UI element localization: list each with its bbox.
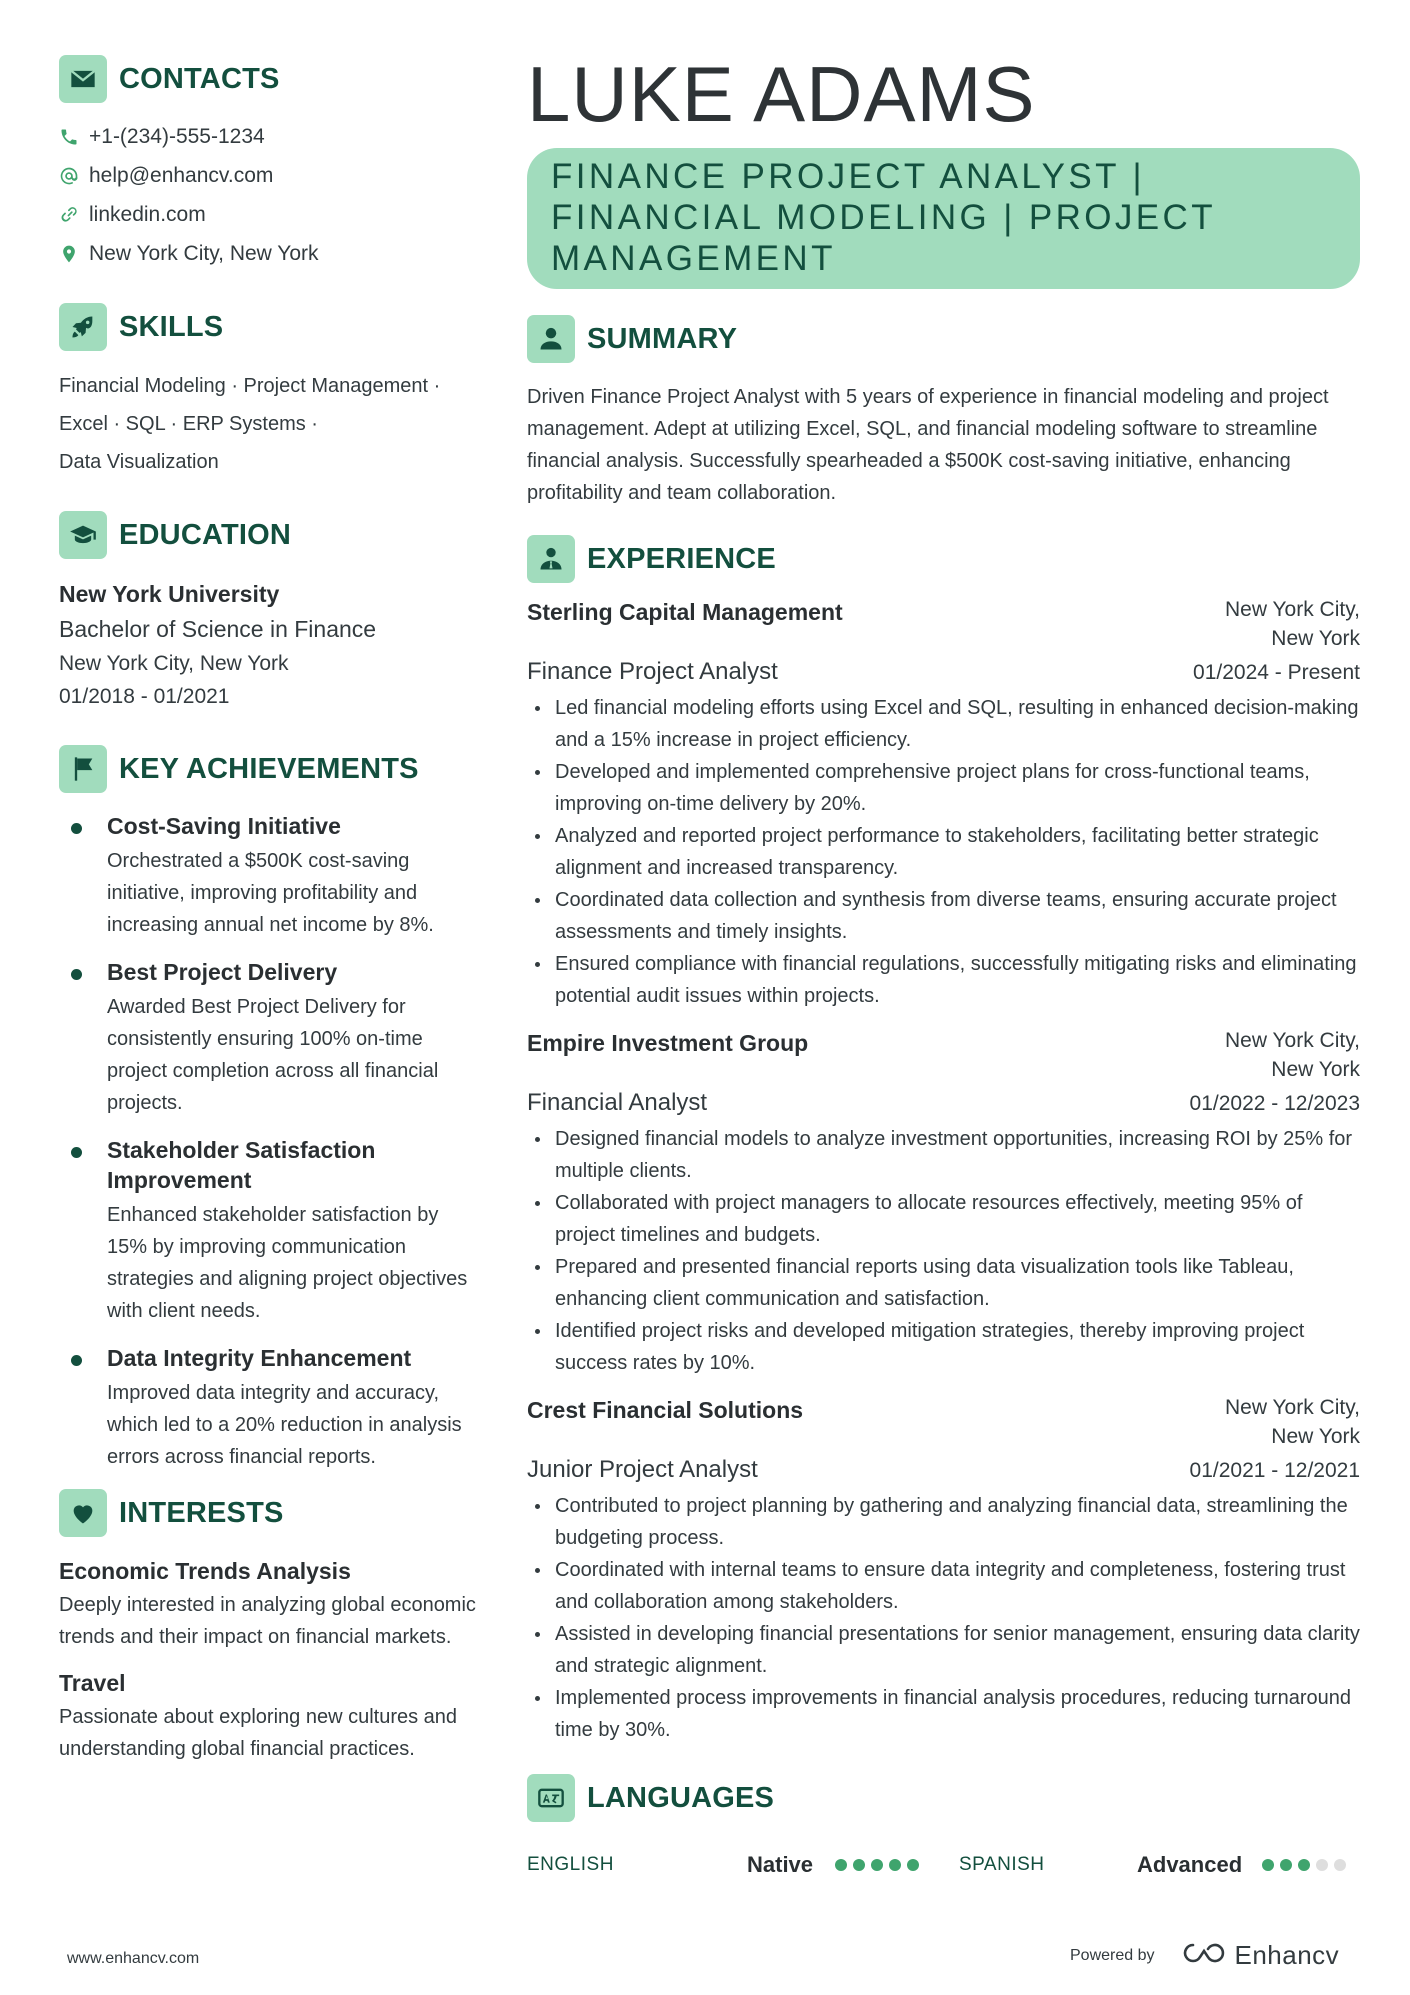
job-header bbox=[527, 1026, 1360, 1084]
level-dot bbox=[1316, 1859, 1328, 1871]
interest-description: Deeply interested in analyzing global economic trends and their impact on financial markets. bbox=[59, 1594, 476, 1648]
education-entry bbox=[59, 577, 479, 713]
contact-email[interactable] bbox=[59, 156, 479, 195]
education-dates: 01/2018 - 01/2021 bbox=[59, 685, 230, 708]
job-location-line: New York bbox=[1271, 1058, 1360, 1081]
graduation-cap-icon bbox=[59, 511, 107, 559]
briefcase-person-icon bbox=[527, 535, 575, 583]
language-level-dots bbox=[1262, 1859, 1352, 1871]
job-role: Junior Project Analyst bbox=[527, 1456, 758, 1483]
bullet-dot bbox=[71, 1147, 82, 1158]
achievement-title: Data Integrity Enhancement bbox=[107, 1345, 412, 1371]
job-dates: 01/2021 - 12/2021 bbox=[1189, 1459, 1360, 1482]
achievement-title: Best Project Delivery bbox=[107, 959, 338, 985]
job-role: Financial Analyst bbox=[527, 1089, 708, 1116]
company-name: Crest Financial Solutions bbox=[527, 1397, 804, 1423]
user-icon bbox=[527, 315, 575, 363]
link-icon bbox=[59, 205, 89, 225]
job-bullet: Coordinated with internal teams to ensure data integrity and completeness, fostering trust and collaboration among stakeholders. bbox=[527, 1554, 1360, 1618]
experience-entry bbox=[527, 1026, 1360, 1379]
level-dot bbox=[1298, 1859, 1310, 1871]
brand-name: Enhancv bbox=[1234, 1940, 1340, 1970]
job-dates: 01/2022 - 12/2023 bbox=[1189, 1092, 1360, 1115]
linkedin-text: linkedin.com bbox=[89, 202, 206, 226]
job-bullets bbox=[527, 692, 1360, 1012]
experience-entry bbox=[527, 595, 1360, 1012]
contact-linkedin[interactable] bbox=[59, 195, 479, 234]
summary-text: Driven Finance Project Analyst with 5 years of experience in financial modeling and project management. Adept at utilizing Excel, SQL, and financial modeling software to streamline financial analysis. Successfully spearheaded a $500K cost-saving initiative, enhancing profitability and team collaboration. bbox=[527, 386, 1329, 504]
achievement-description: Improved data integrity and accuracy, which led to a 20% reduction in analysis errors across financial reports. bbox=[107, 1382, 462, 1468]
interest-item bbox=[59, 1555, 479, 1653]
job-bullet: Designed financial models to analyze investment opportunities, increasing ROI by 25% for multiple clients. bbox=[527, 1123, 1360, 1187]
job-header bbox=[527, 595, 1360, 653]
school-name: New York University bbox=[59, 581, 280, 607]
left-column bbox=[59, 55, 479, 1779]
job-bullets bbox=[527, 1123, 1360, 1379]
job-subheader bbox=[527, 1086, 1360, 1121]
enhancv-logo-icon bbox=[1181, 1941, 1227, 1970]
bullet-dot bbox=[71, 969, 82, 980]
skills-line: Financial Modeling · Project Management · bbox=[59, 375, 441, 397]
language-level: Advanced bbox=[1137, 1852, 1243, 1877]
contacts-list bbox=[59, 117, 479, 273]
interest-item bbox=[59, 1667, 479, 1765]
skills-line: Excel · SQL · ERP Systems · bbox=[59, 413, 318, 435]
achievement-item bbox=[59, 1343, 479, 1473]
language-level: Native bbox=[747, 1852, 814, 1877]
footer-branding[interactable] bbox=[1070, 1940, 1339, 1971]
job-title-banner: FINANCE PROJECT ANALYST | FINANCIAL MODELING | PROJECT MANAGEMENT bbox=[527, 148, 1360, 289]
job-bullets bbox=[527, 1490, 1360, 1746]
skills-line: Data Visualization bbox=[59, 451, 219, 473]
job-bullet: Implemented process improvements in financial analysis procedures, reducing turnaround time by 30%. bbox=[527, 1682, 1360, 1746]
flag-icon bbox=[59, 745, 107, 793]
bullet-dot bbox=[71, 823, 82, 834]
skills-heading: SKILLS bbox=[119, 310, 224, 343]
job-subheader bbox=[527, 655, 1360, 690]
interests-list bbox=[59, 1555, 479, 1765]
rocket-icon bbox=[59, 303, 107, 351]
contacts-heading: CONTACTS bbox=[119, 62, 280, 95]
contact-phone[interactable] bbox=[59, 117, 479, 156]
education-location: New York City, New York bbox=[59, 652, 289, 675]
experience-section-header bbox=[527, 535, 1360, 583]
location-text: New York City, New York bbox=[89, 241, 319, 265]
achievement-description: Awarded Best Project Delivery for consistently ensuring 100% on-time project completion across all financial projects. bbox=[107, 996, 439, 1114]
language-name: SPANISH bbox=[959, 1854, 1045, 1875]
job-bullet: Analyzed and reported project performance to stakeholders, facilitating better strategic alignment and increased transparency. bbox=[527, 820, 1360, 884]
at-sign-icon bbox=[59, 166, 89, 186]
achievement-description: Orchestrated a $500K cost-saving initiative, improving profitability and increasing annual net income by 8%. bbox=[107, 850, 434, 936]
level-dot bbox=[1262, 1859, 1274, 1871]
envelope-icon bbox=[59, 55, 107, 103]
job-location-line: New York City, bbox=[1225, 1029, 1360, 1052]
language-icon bbox=[527, 1774, 575, 1822]
company-name: Sterling Capital Management bbox=[527, 599, 843, 625]
interest-title: Economic Trends Analysis bbox=[59, 1558, 351, 1584]
languages-list bbox=[527, 1850, 1360, 1880]
level-dot bbox=[835, 1859, 847, 1871]
job-bullet: Contributed to project planning by gathering and analyzing financial data, streamlining the budgeting process. bbox=[527, 1490, 1360, 1554]
interest-title: Travel bbox=[59, 1670, 126, 1696]
languages-heading: LANGUAGES bbox=[587, 1781, 775, 1814]
candidate-name: LUKE ADAMS bbox=[527, 50, 1036, 138]
job-bullet: Collaborated with project managers to allocate resources effectively, meeting 95% of project timelines and budgets. bbox=[527, 1187, 1360, 1251]
experience-heading: EXPERIENCE bbox=[587, 542, 776, 575]
footer-website[interactable]: www.enhancv.com bbox=[67, 1950, 200, 1967]
contacts-section-header bbox=[59, 55, 479, 103]
level-dot bbox=[853, 1859, 865, 1871]
job-location bbox=[1160, 595, 1360, 653]
job-bullet: Identified project risks and developed mitigation strategies, thereby improving project success rates by 10%. bbox=[527, 1315, 1360, 1379]
level-dot bbox=[871, 1859, 883, 1871]
email-text: help@enhancv.com bbox=[89, 163, 274, 187]
achievements-list bbox=[59, 811, 479, 1473]
language-item bbox=[959, 1852, 1360, 1878]
level-dot bbox=[907, 1859, 919, 1871]
languages-section-header bbox=[527, 1774, 1360, 1822]
achievement-title: Cost-Saving Initiative bbox=[107, 813, 341, 839]
experience-entry bbox=[527, 1393, 1360, 1746]
summary-heading: SUMMARY bbox=[587, 322, 738, 355]
level-dot bbox=[1280, 1859, 1292, 1871]
achievement-item bbox=[59, 1135, 479, 1327]
level-dot bbox=[1334, 1859, 1346, 1871]
job-role: Finance Project Analyst bbox=[527, 658, 778, 685]
skills-section-header bbox=[59, 303, 479, 351]
interests-heading: INTERESTS bbox=[119, 1496, 284, 1529]
job-header bbox=[527, 1393, 1360, 1451]
level-dot bbox=[889, 1859, 901, 1871]
summary-section-header bbox=[527, 315, 1360, 363]
right-column bbox=[527, 50, 1360, 1880]
language-level-dots bbox=[835, 1859, 925, 1871]
achievements-section-header bbox=[59, 745, 479, 793]
skills-list bbox=[59, 367, 479, 481]
bullet-dot bbox=[71, 1355, 82, 1366]
company-name: Empire Investment Group bbox=[527, 1030, 809, 1056]
heart-icon bbox=[59, 1489, 107, 1537]
interests-section-header bbox=[59, 1489, 479, 1537]
phone-icon bbox=[59, 127, 89, 147]
job-bullet: Prepared and presented financial reports using data visualization tools like Tableau, enhancing client communication and satisfaction. bbox=[527, 1251, 1360, 1315]
interest-description: Passionate about exploring new cultures and understanding global financial practices. bbox=[59, 1706, 458, 1760]
job-location-line: New York City, bbox=[1225, 1396, 1360, 1419]
job-location bbox=[1160, 1026, 1360, 1084]
achievement-item bbox=[59, 957, 479, 1119]
job-dates: 01/2024 - Present bbox=[1193, 661, 1360, 684]
contact-location bbox=[59, 234, 479, 273]
achievements-heading: KEY ACHIEVEMENTS bbox=[119, 752, 419, 785]
job-location-line: New York City, bbox=[1225, 598, 1360, 621]
location-pin-icon bbox=[59, 244, 89, 264]
education-heading: EDUCATION bbox=[119, 518, 292, 551]
job-location-line: New York bbox=[1271, 1425, 1360, 1448]
language-name: ENGLISH bbox=[527, 1854, 614, 1875]
job-bullet: Assisted in developing financial presentations for senior management, ensuring data clarity and strategic alignment. bbox=[527, 1618, 1360, 1682]
job-bullet: Ensured compliance with financial regulations, successfully mitigating risks and eliminating potential audit issues within projects. bbox=[527, 948, 1360, 1012]
job-bullet: Led financial modeling efforts using Excel and SQL, resulting in enhanced decision-making and a 15% increase in project efficiency. bbox=[527, 692, 1360, 756]
achievement-title: Stakeholder Satisfaction Improvement bbox=[107, 1137, 376, 1193]
job-bullet: Coordinated data collection and synthesis from diverse teams, ensuring accurate project assessments and timely insights. bbox=[527, 884, 1360, 948]
achievement-item bbox=[59, 811, 479, 941]
degree: Bachelor of Science in Finance bbox=[59, 616, 377, 642]
powered-by-text: Powered by bbox=[1070, 1946, 1155, 1964]
education-section-header bbox=[59, 511, 479, 559]
job-subheader bbox=[527, 1453, 1360, 1488]
achievement-description: Enhanced stakeholder satisfaction by 15% by improving communication strategies and aligning project objectives with client needs. bbox=[107, 1204, 468, 1322]
job-location-line: New York bbox=[1271, 627, 1360, 650]
language-item bbox=[527, 1852, 959, 1878]
phone-text: +1-(234)-555-1234 bbox=[89, 124, 265, 148]
job-location bbox=[1160, 1393, 1360, 1451]
job-bullet: Developed and implemented comprehensive project plans for cross-functional teams, improving on-time delivery by 20%. bbox=[527, 756, 1360, 820]
